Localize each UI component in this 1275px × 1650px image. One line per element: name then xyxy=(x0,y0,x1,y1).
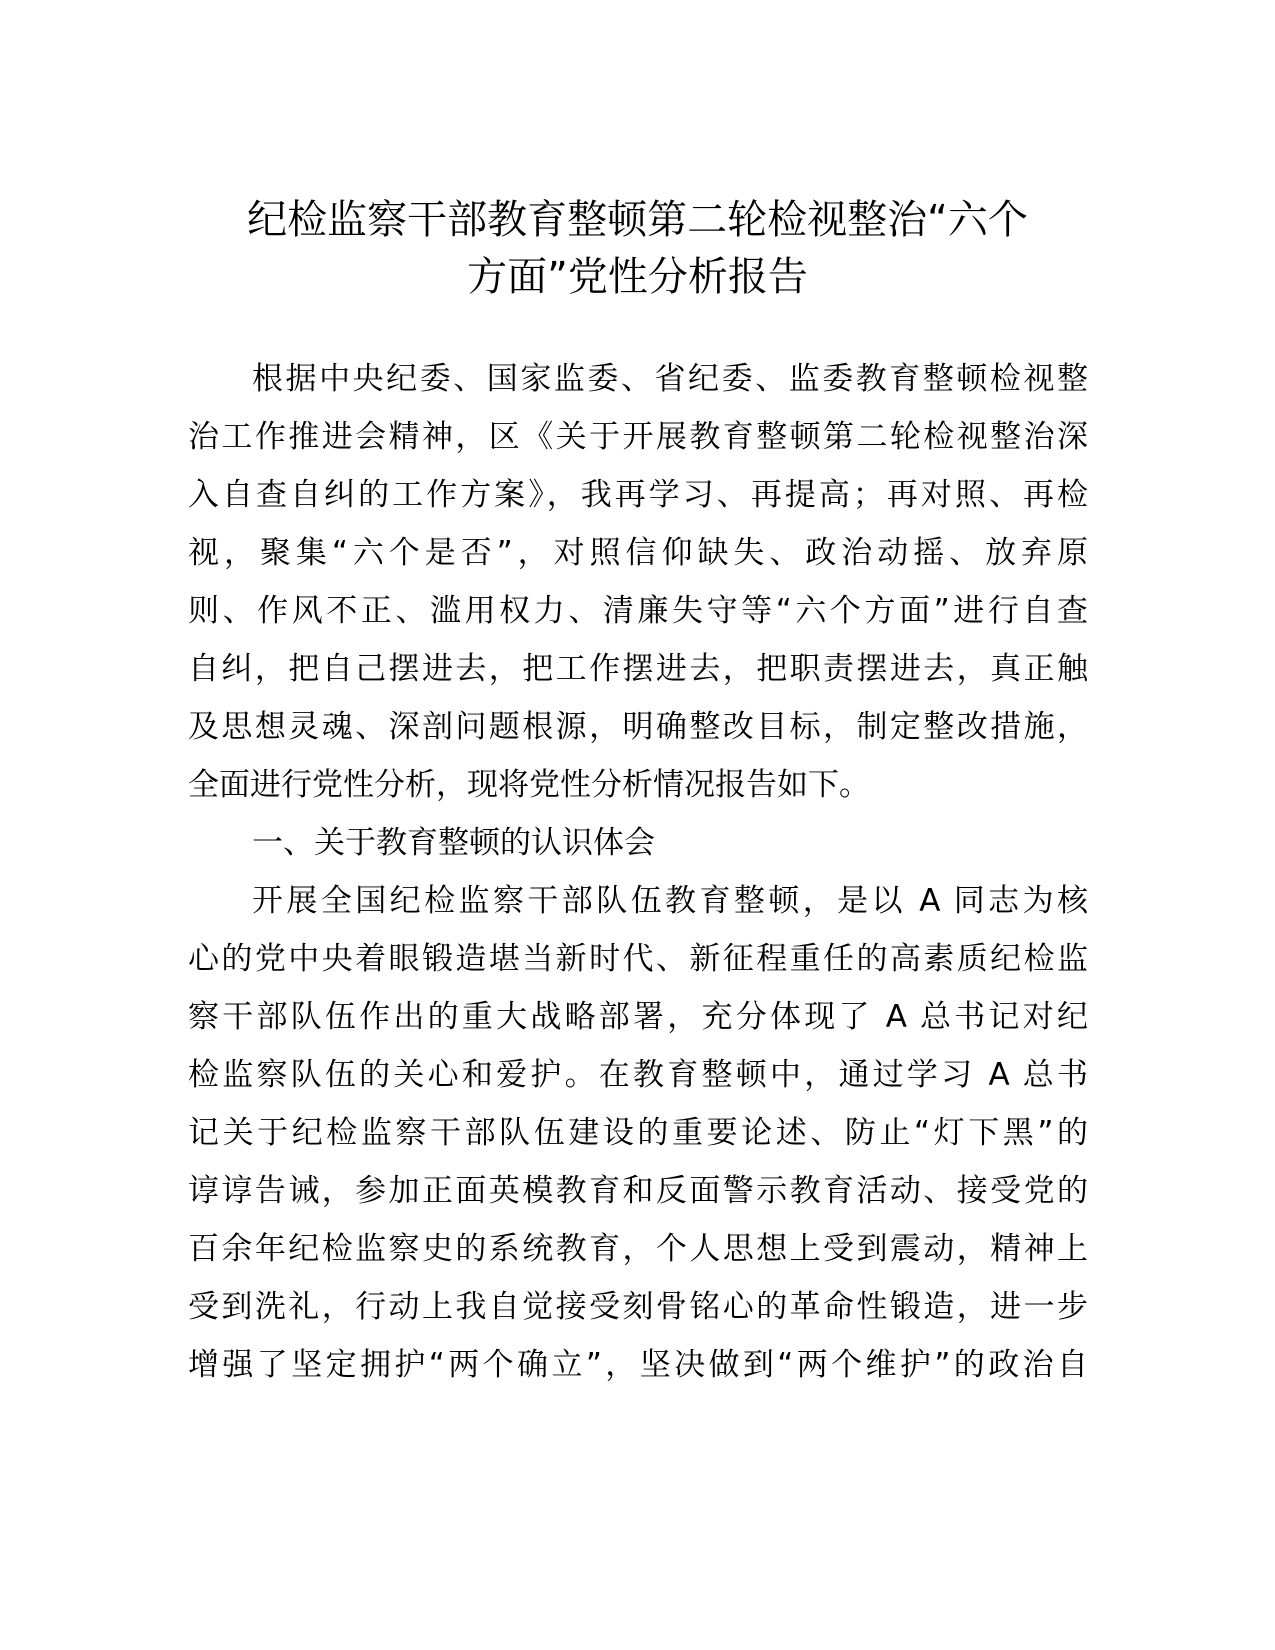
text-line: 百余年纪检监察史的系统教育，个人思想上受到震动，精神上 xyxy=(188,1231,1088,1267)
title-line: 纪检监察干部教育整顿第二轮检视整治“六个 xyxy=(247,197,1028,243)
text-line: 开展全国纪检监察干部队伍教育整顿，是以 A 同志为核 xyxy=(252,883,1088,919)
text-line: 增强了坚定拥护“两个确立”，坚决做到“两个维护”的政治自 xyxy=(188,1347,1088,1383)
text-line: 则、作风不正、滥用权力、清廉失守等“六个方面”进行自查 xyxy=(188,593,1088,629)
text-line: 视，聚集“六个是否”，对照信仰缺失、政治动摇、放弃原 xyxy=(188,535,1088,571)
text-line: 谆谆告诫，参加正面英模教育和反面警示教育活动、接受党的 xyxy=(188,1173,1088,1209)
text-line: 根据中央纪委、国家监委、省纪委、监委教育整顿检视整 xyxy=(252,361,1088,397)
text-line: 治工作推进会精神，区《关于开展教育整顿第二轮检视整治深 xyxy=(188,419,1088,455)
title-line: 方面”党性分析报告 xyxy=(467,254,808,300)
document-body xyxy=(188,350,1088,1394)
paragraph-understanding xyxy=(188,872,1088,1394)
text-line: 及思想灵魂、深剖问题根源，明确整改目标，制定整改措施， xyxy=(188,709,1088,745)
text-line: 自纠，把自己摆进去，把工作摆进去，把职责摆进去，真正触 xyxy=(188,651,1088,687)
text-line: 受到洗礼，行动上我自觉接受刻骨铭心的革命性锻造，进一步 xyxy=(188,1289,1088,1325)
text-line: 检监察队伍的关心和爱护。在教育整顿中，通过学习 A 总书 xyxy=(188,1057,1088,1093)
text-line: 察干部队伍作出的重大战略部署，充分体现了 A 总书记对纪 xyxy=(188,999,1088,1035)
document-title xyxy=(180,192,1095,306)
text-line: 心的党中央着眼锻造堪当新时代、新征程重任的高素质纪检监 xyxy=(188,941,1088,977)
paragraph-intro xyxy=(188,350,1088,814)
section-heading: 一、关于教育整顿的认识体会 xyxy=(252,825,655,861)
text-line: 入自查自纠的工作方案》，我再学习、再提高；再对照、再检 xyxy=(188,477,1088,513)
text-line: 全面进行党性分析，现将党性分析情况报告如下。 xyxy=(188,767,870,803)
text-line: 记关于纪检监察干部队伍建设的重要论述、防止“灯下黑”的 xyxy=(188,1115,1088,1151)
